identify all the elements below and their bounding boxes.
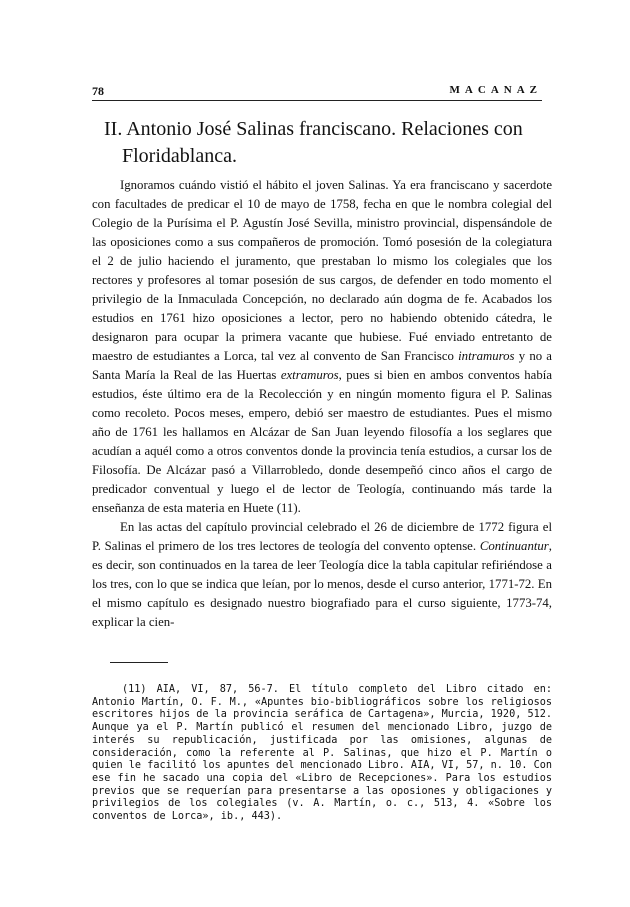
page-number: 78 bbox=[92, 84, 104, 98]
section-title-line-1: II. Antonio José Salinas franciscano. Relaciones con bbox=[104, 118, 523, 140]
header-rule bbox=[92, 100, 542, 101]
paragraph-2: En las actas del capítulo provincial celebrado el 26 de diciembre de 1772 figura el P. Salinas el primero de los tres lectores de teología del convento optense. Continuantur, es decir, son continuados en la tarea de leer Teología dice la tabla capitular refiriéndose a los tres, con lo que se indica que leían, por lo menos, desde el curso anterior, 1771-72. En el mismo capítulo es designado nuestro biografiado para el curso siguiente, 1773-74, explicar la cien- bbox=[92, 520, 552, 629]
footnote-rule bbox=[110, 662, 168, 663]
paragraph-1: Ignoramos cuándo vistió el hábito el joven Salinas. Ya era franciscano y sacerdote con facultades de predicar el 10 de mayo de 1758, fecha en que le nombra colegial del Colegio de la Purísima el P. Agustín José Sevilla, ministro provincial, dispensándole de las oposiciones como a sus compañeros de promoción. Tomó posesión de la colegiatura el 2 de julio haciendo el juramento, que prestaban lo mismo los colegiales que los rectores y profesores al tomar posesión de sus cargos, de defender en todo momento el privilegio de la Inmaculada Concepción, no declarado aún dogma de fe. Acabados los estudios en 1761 hizo oposiciones a lector, pero no habiendo obtenido cátedra, le designaron para ocupar la primera vacante que hubiese. Fué enviado entretanto de maestro de estudiantes a Lorca, tal vez al convento de San Francisco intramuros y no a Santa María la Real de las Huertas extramuros, pues si bien en ambos conventos había estudios, éste último era de la Recolección y en ningún momento figura el P. Salinas como recoleto. Pocos meses, empero, debió ser maestro de estudiantes. Pues el mismo año de 1761 les hallamos en Alcázar de San Juan leyendo filosofía a los seglares que acudían a aquél como a otros conventos donde la provincia tenía estudios, a cursar los de Filosofía. De Alcázar pasó a Villarrobledo, donde desempeñó cinco años el cargo de predicador conventual y luego el de lector de Teología, continuando más tarde la enseñanza de esta materia en Huete (11). bbox=[92, 178, 552, 515]
body-text bbox=[92, 176, 552, 632]
footnote bbox=[92, 684, 552, 824]
running-head: MACANAZ bbox=[449, 84, 542, 96]
page-header bbox=[92, 84, 542, 98]
footnote-11: (11) AIA, VI, 87, 56-7. El título completo del Libro citado en: Antonio Martín, O. F. M., «Apuntes bio-bibliográficos sobre los religiosos escritores hijos de la provincia seráfica de Cartagena», Murcia, 1920, 512. Aunque ya el P. Martín publicó el resumen del mencionado Libro, juzgo de interés su republicación, justificada por las omisiones, algunas de consideración, como la referente al P. Salinas, que hizo el P. Martín o quien le facilitó los apuntes del mencionado Libro. AIA, VI, 57, n. 10. Con ese fin he sacado una copia del «Libro de Recepciones». Para los estudios previos que se requerían para presentarse a las oposiones y obligaciones y privilegios de los colegiales (v. A. Martín, o. c., 513, 4. «Sobre los conventos de Lorca», ib., 443). bbox=[92, 684, 553, 823]
section-title bbox=[104, 116, 564, 170]
section-title-line-2: Floridablanca. bbox=[122, 145, 237, 167]
